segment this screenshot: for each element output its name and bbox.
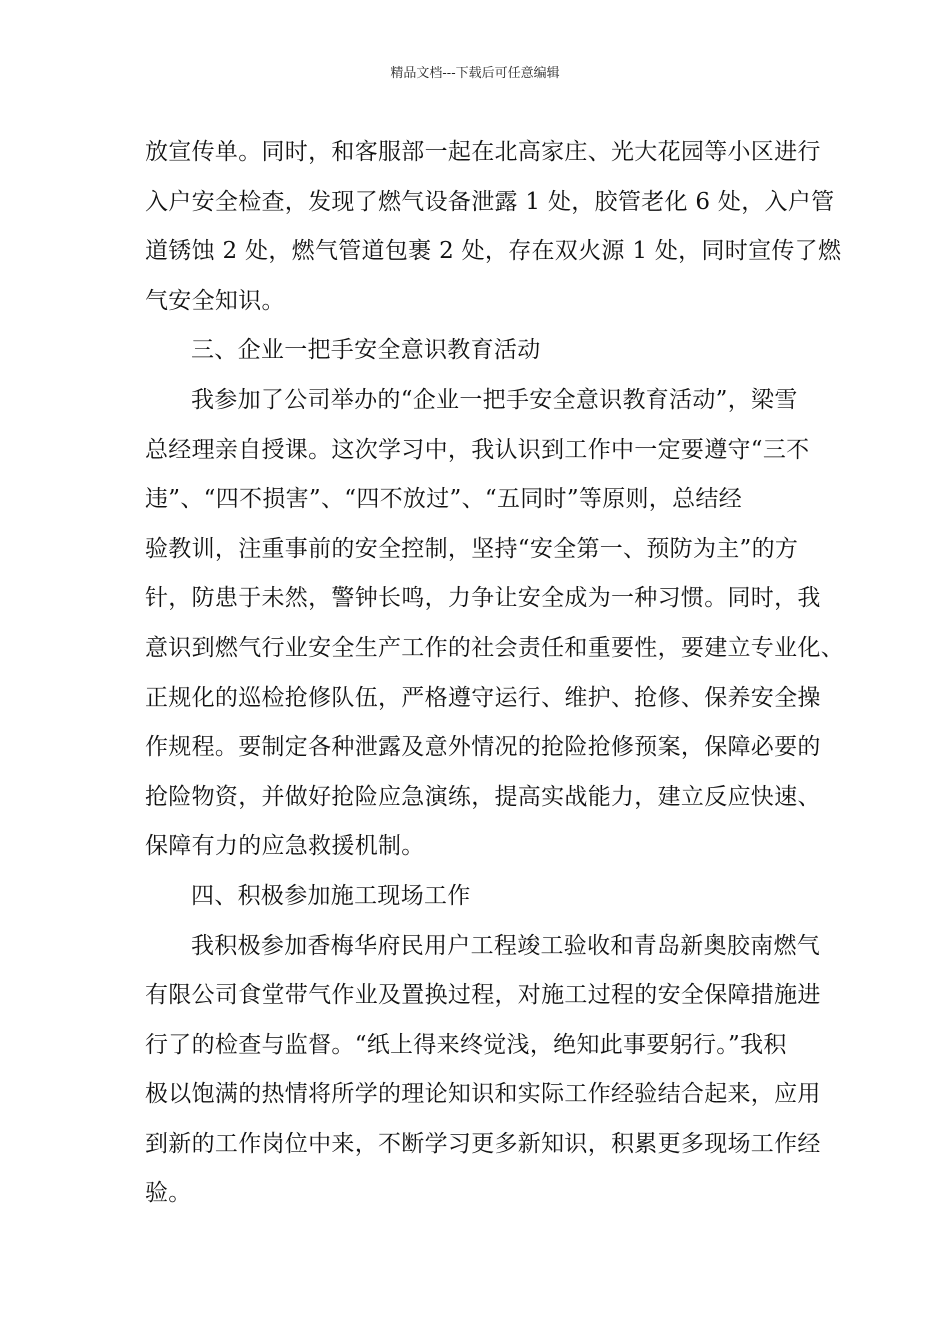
section-heading: 三、企业一把手安全意识教育活动 xyxy=(191,337,541,364)
text-line: 作规程。要制定各种泄露及意外情况的抢险抢修预案，保障必要的 xyxy=(145,734,821,761)
text-line: 正规化的巡检抢修队伍，严格遵守运行、维护、抢修、保养安全操 xyxy=(145,684,821,711)
text-line: 气安全知识。 xyxy=(145,287,285,314)
text-line: 有限公司食堂带气作业及置换过程，对施工过程的安全保障措施进 xyxy=(145,982,821,1009)
text-line: 意识到燃气行业安全生产工作的社会责任和重要性，要建立专业化、 xyxy=(145,634,844,661)
text-line: 道锈蚀 2 处，燃气管道包裹 2 处，存在双火源 1 处，同时宣传了燃 xyxy=(145,238,842,265)
text-line: 总经理亲自授课。这次学习中，我认识到工作中一定要遵守“三不 xyxy=(145,436,810,463)
text-line: 违”、“四不损害”、“四不放过”、“五同时”等原则，总结经 xyxy=(145,486,743,513)
section-heading: 四、积极参加施工现场工作 xyxy=(191,882,471,909)
document-body xyxy=(145,128,844,1219)
text-line: 验教训，注重事前的安全控制，坚持“安全第一、预防为主”的方 xyxy=(145,535,799,562)
text-line: 到新的工作岗位中来，不断学习更多新知识，积累更多现场工作经 xyxy=(145,1130,821,1157)
page-header: 精品文档---下载后可任意编辑 xyxy=(390,66,560,81)
text-line: 入户安全检查，发现了燃气设备泄露 1 处，胶管老化 6 处，入户管 xyxy=(145,188,835,215)
text-line: 抢险物资，并做好抢险应急演练，提高实战能力，建立反应快速、 xyxy=(145,783,821,810)
text-line: 我积极参加香梅华府民用户工程竣工验收和青岛新奥胶南燃气 xyxy=(191,932,821,959)
text-line: 放宣传单。同时，和客服部一起在北高家庄、光大花园等小区进行 xyxy=(145,139,821,165)
text-line: 我参加了公司举办的“企业一把手安全意识教育活动”，梁雪 xyxy=(191,386,798,413)
text-line: 极以饱满的热情将所学的理论知识和实际工作经验结合起来，应用 xyxy=(145,1081,821,1108)
text-line: 针，防患于未然，警钟长鸣，力争让安全成为一种习惯。同时，我 xyxy=(145,585,821,612)
text-line: 验。 xyxy=(145,1180,192,1207)
text-line: 行了的检查与监督。“纸上得来终觉浅，绝知此事要躬行。”我积 xyxy=(145,1031,787,1058)
text-line: 保障有力的应急救援机制。 xyxy=(145,833,425,860)
